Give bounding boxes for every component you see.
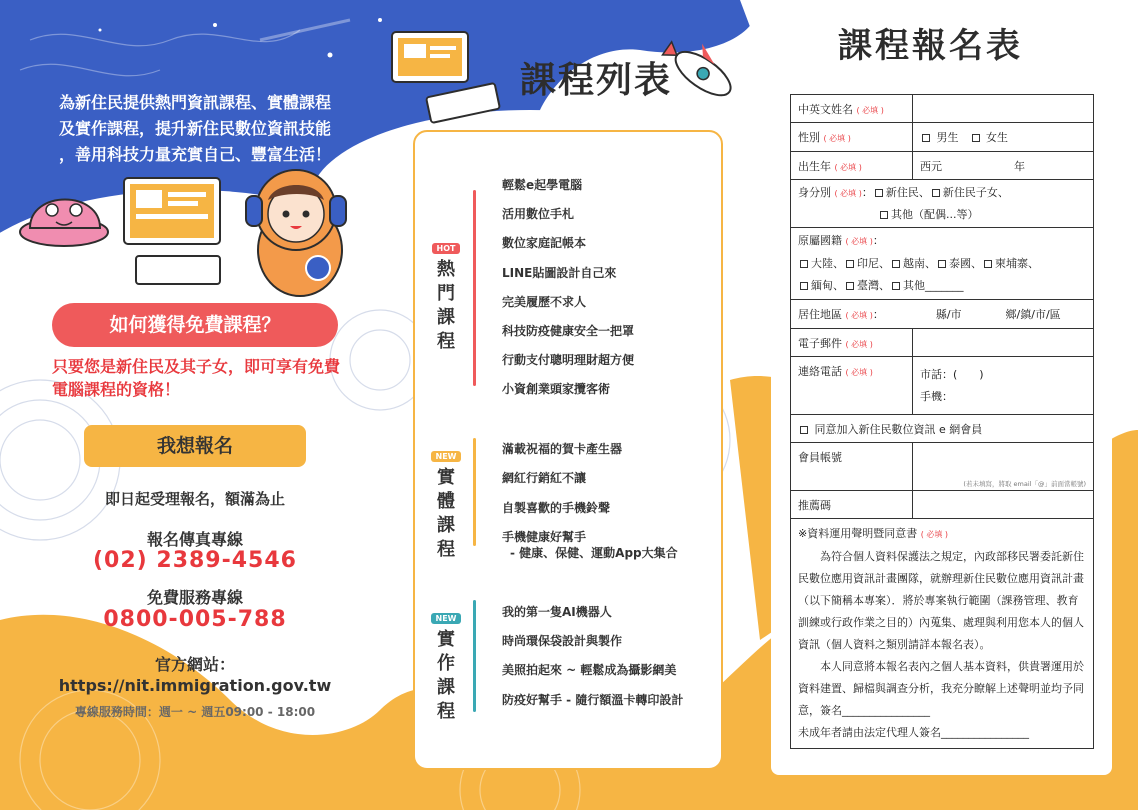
required-mark: ( 必填 ) <box>845 311 873 320</box>
hotline-number: 0800-005-788 <box>103 607 287 632</box>
course-item[interactable]: 輕鬆e起學電腦 <box>502 178 583 192</box>
referral-label-cell <box>791 491 913 519</box>
phone-label: 連絡電話 <box>798 365 842 378</box>
phone-city: 市話：( ) <box>920 367 984 381</box>
account-label-cell <box>791 443 913 491</box>
account-input[interactable] <box>913 443 1094 491</box>
gender-label: 性別 <box>798 131 820 144</box>
course-item[interactable]: 滿載祝福的賀卡產生器 <box>502 442 623 456</box>
identity-option: 新住民、 <box>885 186 930 199</box>
required-mark: ( 必填 ) <box>845 339 873 349</box>
course-item[interactable] <box>502 523 678 563</box>
gender-field <box>913 123 1094 152</box>
course-item[interactable]: 防疫好幫手 - 隨行額溫卡轉印設計 <box>502 692 684 707</box>
origin-option: 泰國、 <box>949 257 982 270</box>
course-item[interactable]: 網紅行銷紅不讓 <box>502 471 587 486</box>
intro-line: 及實作課程，提升新住民數位資訊技能 <box>58 119 331 138</box>
account-hint: (若未填寫，將取 email「@」前面當帳號) <box>963 480 1086 488</box>
course-item[interactable]: 美照拍起來 ~ 輕鬆成為攝影網美 <box>502 663 677 678</box>
required-mark: ( 必填 ) <box>856 105 884 115</box>
gender-female-checkbox[interactable] <box>972 134 980 142</box>
course-list-hot <box>502 171 634 405</box>
email-label: 電子郵件 <box>798 336 842 350</box>
category-hot <box>418 236 474 354</box>
category-char: 課 <box>437 307 455 328</box>
identity-new-resident-checkbox[interactable] <box>875 189 883 197</box>
course-list-title: 課程列表 <box>520 60 673 101</box>
category-char: 程 <box>437 701 455 722</box>
fax-number: (02) 2389-4546 <box>93 548 297 573</box>
name-input[interactable] <box>913 95 1094 123</box>
origin-label: 原屬國籍 <box>798 234 842 247</box>
category-bar-hot <box>473 190 476 386</box>
origin-checkbox[interactable] <box>846 260 854 268</box>
course-item-subtitle: - 健康、保健、運動App大集合 <box>510 545 678 560</box>
category-label <box>418 258 474 354</box>
name-label-cell <box>791 95 913 123</box>
member-consent-field <box>791 415 1094 443</box>
website-label: 官方網站： <box>154 655 235 674</box>
gender-label-cell <box>791 123 913 152</box>
category-bar-physical <box>473 438 476 546</box>
origin-checkbox[interactable] <box>892 282 900 290</box>
origin-checkbox[interactable] <box>800 260 808 268</box>
signup-form-title: 課程報名表 <box>838 26 1023 66</box>
gender-male-checkbox[interactable] <box>922 134 930 142</box>
identity-other-checkbox[interactable] <box>880 211 888 219</box>
consent-paragraph: 本人同意將本報名表內之個人基本資料，供貴署運用於資料建置、歸檔與調查分析，我充分瞭解上述聲明並均予同意，簽名________________ <box>798 660 1084 717</box>
consent-title: ※資料運用聲明暨同意書 <box>798 527 918 540</box>
course-item[interactable]: 活用數位手札 <box>502 207 575 222</box>
course-item[interactable]: 行動支付聰明理財超方便 <box>502 353 635 368</box>
new-badge: NEW <box>431 451 462 462</box>
website-url[interactable]: https://nit.immigration.gov.tw <box>58 676 332 695</box>
course-item[interactable]: 自製喜歡的手機鈴聲 <box>502 500 611 515</box>
address-town: 鄉/鎮/市/區 <box>1005 308 1061 321</box>
origin-option: 臺灣、 <box>857 279 890 292</box>
referral-input[interactable] <box>913 491 1094 519</box>
account-label: 會員帳號 <box>798 451 842 464</box>
course-list-hands-on <box>502 598 683 715</box>
course-item[interactable]: 數位家庭記帳本 <box>502 236 587 251</box>
service-hours: 專線服務時間：週一 ~ 週五09:00 - 18:00 <box>74 705 316 719</box>
category-char: 程 <box>437 331 455 352</box>
monitor-illustration <box>124 178 220 284</box>
birth-prefix: 西元 <box>920 159 942 173</box>
category-bar-hands-on <box>473 600 476 712</box>
intro-line: 為新住民提供熱門資訊課程、實體課程 <box>58 93 331 112</box>
identity-label: 身分別 <box>798 186 831 199</box>
category-char: 門 <box>437 283 455 304</box>
required-mark: ( 必填 ) <box>823 134 851 143</box>
address-field[interactable]: 居住地區 ( 必填 )： 縣/市 鄉/鎮/市/區 <box>791 300 1094 329</box>
course-item[interactable]: 時尚環保袋設計與製作 <box>502 634 623 649</box>
email-input[interactable] <box>913 329 1094 357</box>
course-item[interactable]: 科技防疫健康安全一把罩 <box>502 323 635 338</box>
required-mark: ( 必填 ) <box>834 189 862 198</box>
origin-option-other: 其他_______ <box>903 279 964 292</box>
category-char: 課 <box>437 515 455 536</box>
consent-block <box>791 519 1094 749</box>
origin-checkbox[interactable] <box>892 260 900 268</box>
free-course-heading: 如何獲得免費課程？ <box>52 303 338 347</box>
address-label: 居住地區 <box>798 308 842 321</box>
identity-option: 其他（配偶...等） <box>891 208 979 221</box>
category-hands-on <box>418 606 474 724</box>
address-county: 縣/市 <box>935 308 962 321</box>
origin-checkbox[interactable] <box>846 282 854 290</box>
consent-paragraph: 為符合個人資料保護法之規定，內政部移民署委託新住民數位應用資訊計畫團隊，就辦理新住民數位應用資訊計畫（以下簡稱本專案）．將於專案執行範圍（課務管理、教育訓練或行政作業之目的）內蒐集、處理與利用您本人的個人資訊（個人資料之類別請詳本報名表）。 <box>798 550 1084 651</box>
signup-note: 即日起受理報名，額滿為止 <box>104 490 285 508</box>
required-mark: ( 必填 ) <box>845 237 873 246</box>
identity-option: 新住民子女、 <box>942 186 1009 199</box>
course-item[interactable]: LINE貼圖設計自己來 <box>502 265 617 280</box>
signup-button[interactable]: 我想報名 <box>84 425 306 467</box>
gender-female-label: 女生 <box>986 131 1008 144</box>
intro-line: ，善用科技力量充實自己、豐富生活！ <box>58 145 331 164</box>
birth-label: 出生年 <box>798 159 831 173</box>
category-char: 程 <box>437 539 455 560</box>
new-badge: NEW <box>431 613 462 624</box>
phone-label-cell <box>791 357 913 415</box>
category-char: 實 <box>437 467 455 488</box>
required-mark: ( 必填 ) <box>845 368 873 377</box>
origin-checkbox[interactable] <box>984 260 992 268</box>
birth-suffix: 年 <box>1014 159 1025 173</box>
required-mark: ( 必填 ) <box>920 530 949 539</box>
phone-field[interactable] <box>913 357 1094 415</box>
gender-male-label: 男生 <box>936 131 959 144</box>
intro-text <box>30 90 360 168</box>
birth-field[interactable] <box>913 152 1094 180</box>
category-char: 體 <box>437 491 455 512</box>
free-course-eligibility: 只要您是新住民及其子女，即可享有免費電腦課程的資格！ <box>52 357 341 399</box>
course-item-title: 手機健康好幫手 <box>502 529 587 544</box>
required-mark: ( 必填 ) <box>834 162 862 172</box>
origin-checkbox[interactable] <box>800 282 808 290</box>
origin-checkbox[interactable] <box>938 260 946 268</box>
email-label-cell <box>791 329 913 357</box>
referral-label: 推薦碼 <box>798 498 831 512</box>
course-item[interactable]: 我的第一隻AI機器人 <box>502 605 612 619</box>
category-char: 課 <box>437 677 455 698</box>
birth-label-cell <box>791 152 913 180</box>
category-char: 熱 <box>437 259 455 280</box>
fax-label: 報名傳真專線 <box>146 530 243 549</box>
origin-option: 柬埔寨、 <box>995 257 1039 270</box>
signup-form-table <box>790 94 1094 749</box>
hotline-label: 免費服務專線 <box>146 588 243 607</box>
category-label <box>418 628 474 724</box>
category-char: 實 <box>437 629 455 650</box>
identity-field: 身分別 ( 必填 )： 新住民、 新住民子女、 其他（配偶...等） <box>791 180 1094 228</box>
course-list-physical <box>502 435 678 563</box>
origin-option: 大陸、 <box>811 257 844 270</box>
category-char: 作 <box>437 653 455 674</box>
course-item[interactable]: 小資創業頭家攬客術 <box>502 382 611 397</box>
guardian-signature: 未成年者請由法定代理人簽名________________ <box>798 726 1029 739</box>
course-item[interactable]: 完美履歷不求人 <box>502 294 587 309</box>
origin-option: 緬甸、 <box>811 279 844 292</box>
category-label <box>418 466 474 562</box>
origin-option: 越南、 <box>903 257 936 270</box>
member-consent-label: 同意加入新住民數位資訊 e 網會員 <box>814 422 983 436</box>
phone-mobile: 手機： <box>920 389 953 403</box>
identity-child-checkbox[interactable] <box>932 189 940 197</box>
origin-field: 原屬國籍 ( 必填 )： 大陸、 印尼、 越南、 泰國、 柬埔寨、 緬甸、 臺灣、 其他_______ <box>791 228 1094 300</box>
hot-badge: HOT <box>432 243 461 254</box>
category-physical <box>418 444 474 562</box>
name-label: 中英文姓名 <box>798 102 853 116</box>
origin-option: 印尼、 <box>857 257 890 270</box>
member-consent-checkbox[interactable] <box>800 426 808 434</box>
